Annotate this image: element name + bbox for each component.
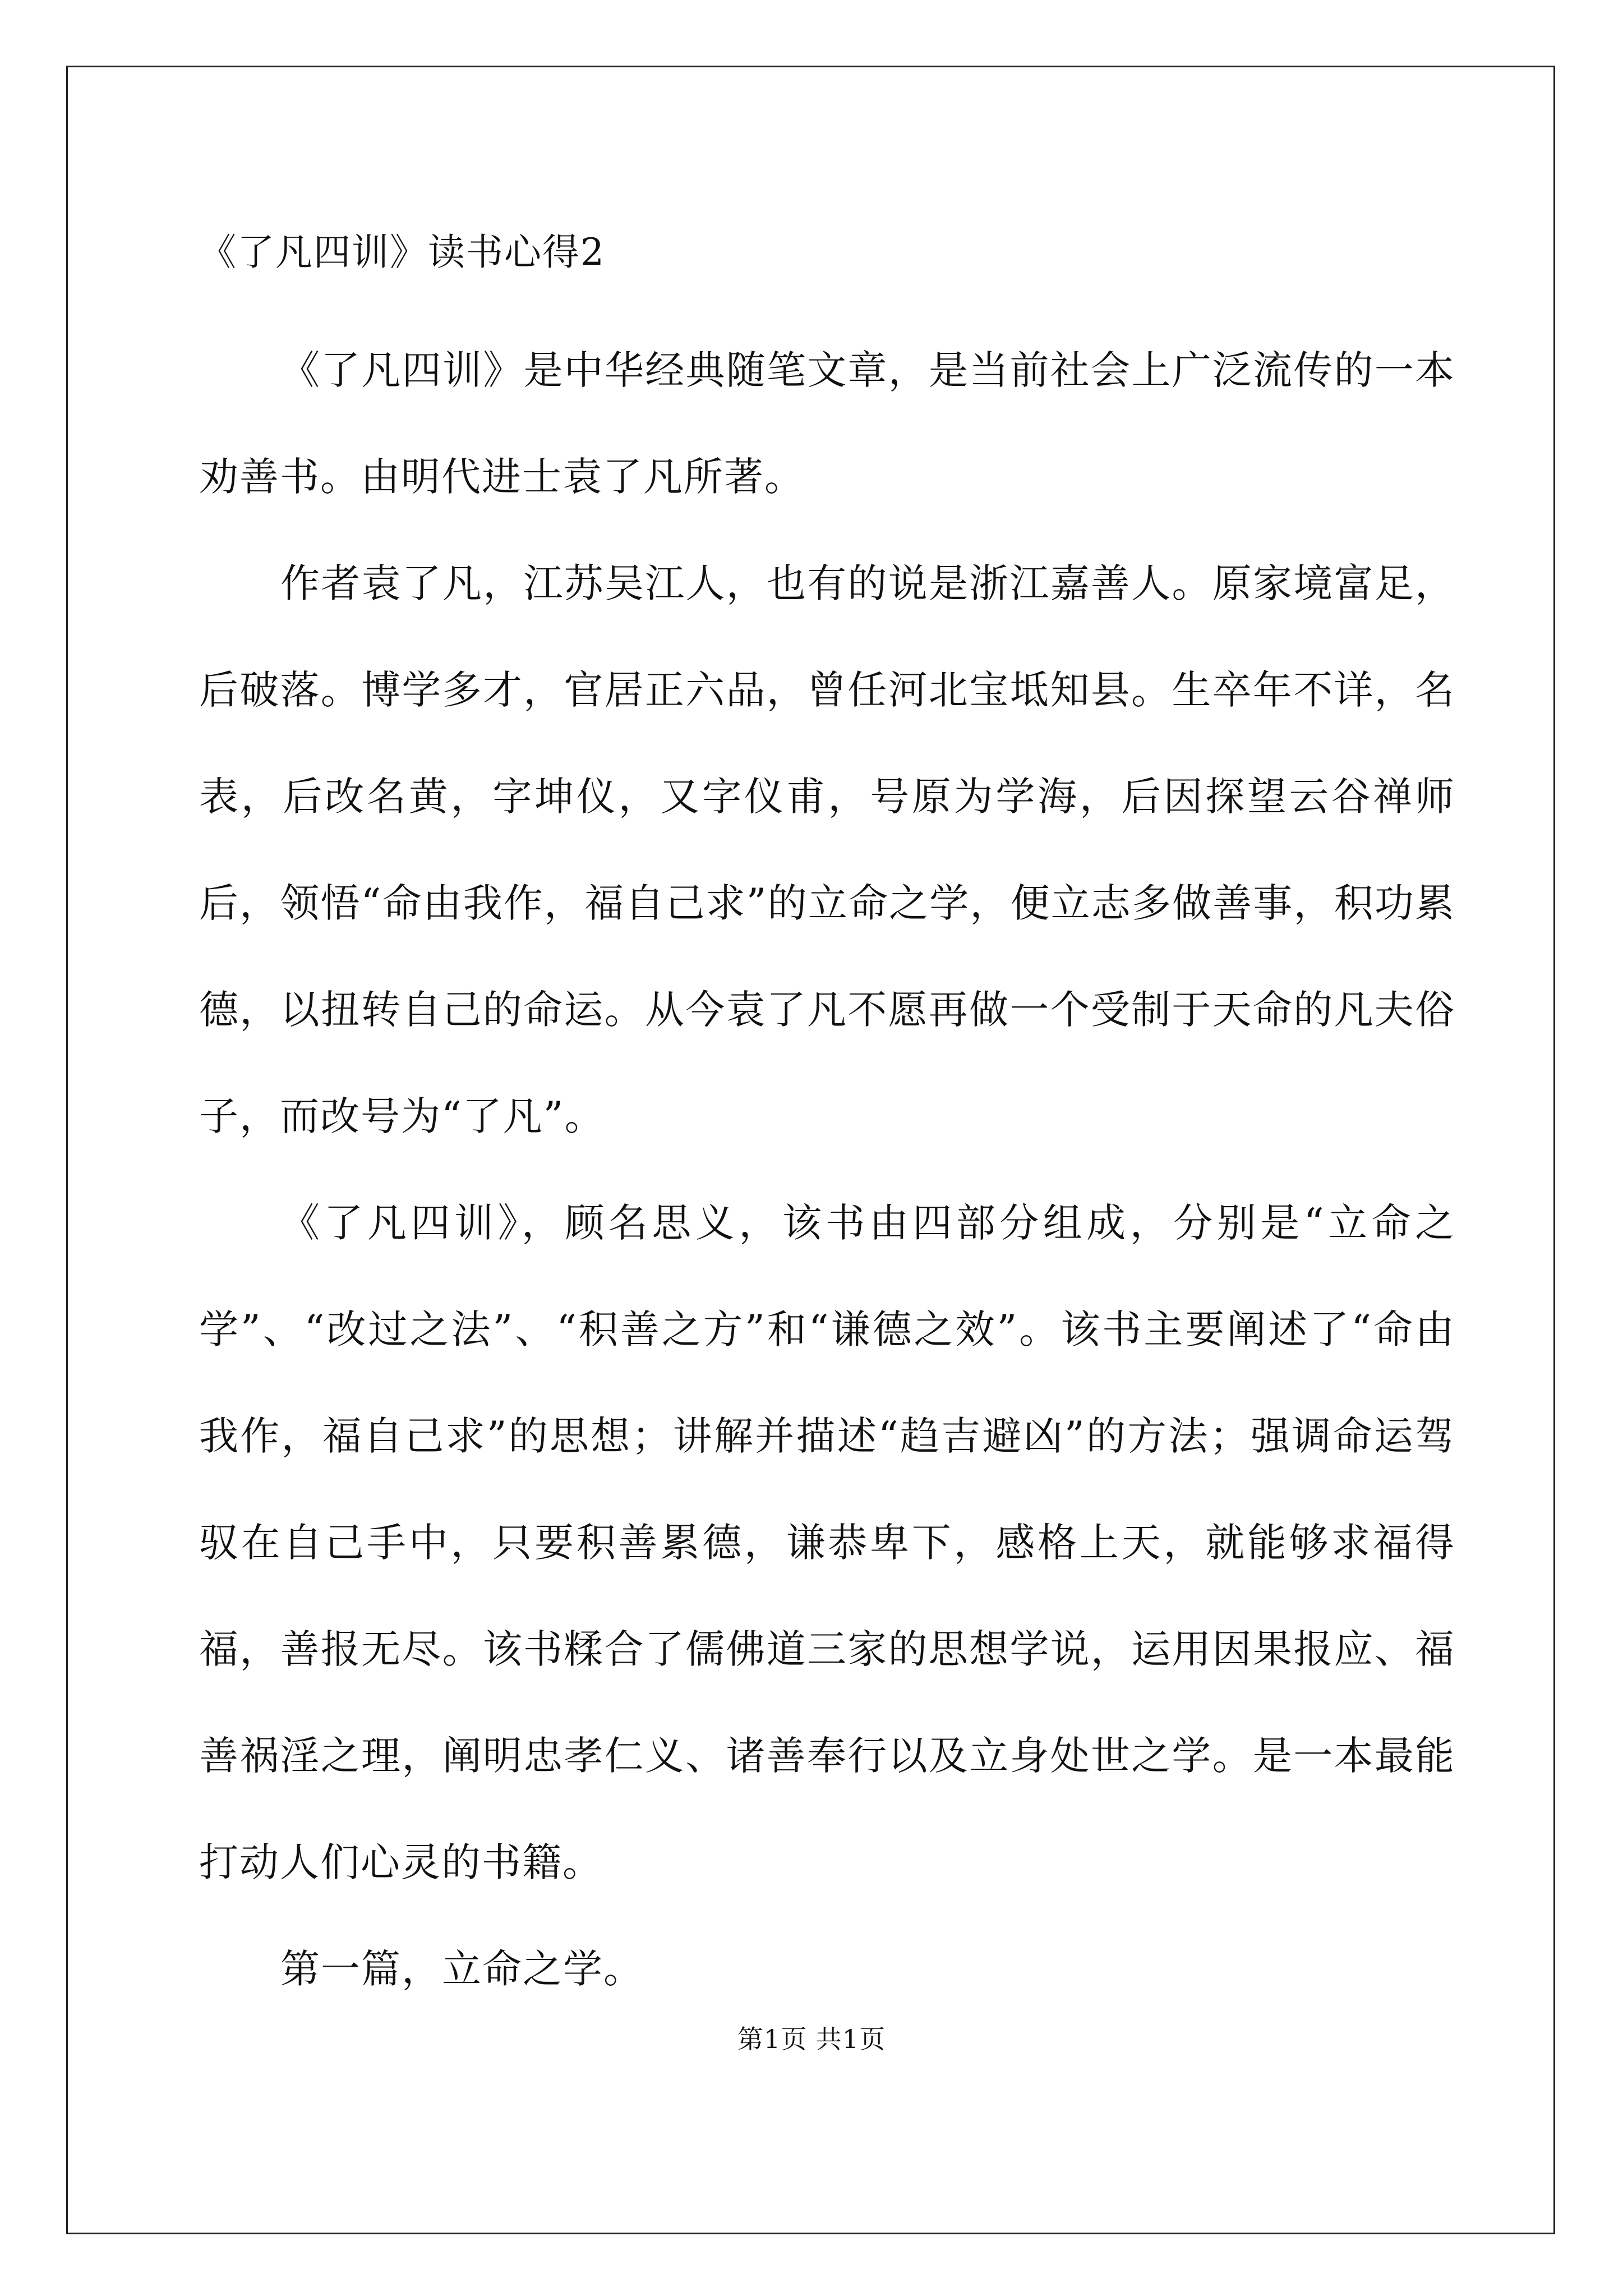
paragraph-author: 作者袁了凡，江苏吴江人，也有的说是浙江嘉善人。原家境富足，后破落。博学多才，官居正六品，曾任河北宝坻知县。生卒年不详，名表，后改名黄，字坤仪，又字仪甫，号原为学海，后因探望云谷禅师后，领悟“命由我作，福自己求”的立命之学，便立志多做善事，积功累德，以扭转自己的命运。从今袁了凡不愿再做一个受制于天命的凡夫俗子，而改号为“了凡”。 [199, 560, 1455, 1139]
page-footer: 第1页 共1页 [737, 2024, 886, 2054]
document-title: 《了凡四训》读书心得2 [199, 231, 605, 274]
paragraph-intro: 《了凡四训》是中华经典随笔文章，是当前社会上广泛流传的一本劝善书。由明代进士袁了凡所著。 [199, 347, 1455, 500]
paragraph-summary: 《了凡四训》，顾名思义，该书由四部分组成，分别是“立命之学”、“改过之法”、“积善之方”和“谦德之效”。该书主要阐述了“命由我作，福自己求”的思想；讲解并描述“趋吉避凶”的方法；强调命运驾驭在自己手中，只要积善累德，谦恭卑下，感格上天，就能够求福得福，善报无尽。该书糅合了儒佛道三家的思想学说，运用因果报应、福善祸淫之理，阐明忠孝仁义、诸善奉行以及立身处世之学。是一本最能打动人们心灵的书籍。 [199, 1200, 1455, 1885]
paragraph-chapter-heading: 第一篇，立命之学。 [280, 1946, 644, 1992]
document-body [199, 219, 1455, 2022]
